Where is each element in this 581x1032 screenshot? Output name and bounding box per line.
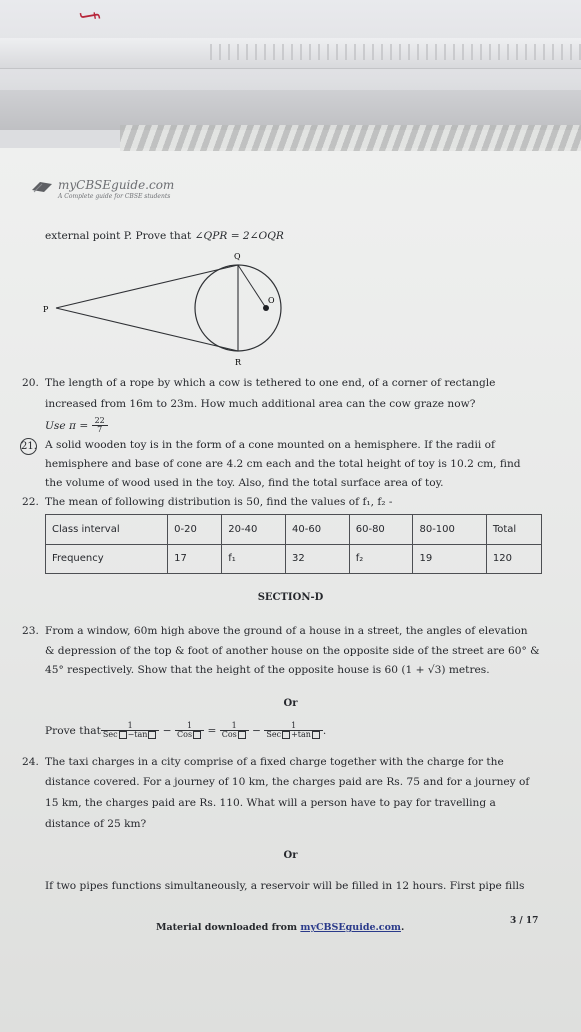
equals-sign: = bbox=[204, 724, 220, 737]
footer-source bbox=[156, 922, 404, 933]
table-cell: f₁ bbox=[222, 544, 286, 574]
footer-link[interactable]: myCBSEguide.com bbox=[300, 922, 401, 933]
fraction-4 bbox=[264, 722, 323, 740]
q21-line3: the volume of wood used in the toy. Also, find the total surface area of toy. bbox=[45, 477, 444, 489]
q20-number: 20. bbox=[22, 377, 39, 389]
q24-number: 24. bbox=[22, 756, 39, 768]
q21-number: 21. bbox=[20, 438, 37, 455]
table-cell: 60-80 bbox=[349, 515, 413, 545]
fraction-4-den-tan: +tan bbox=[291, 730, 311, 740]
footer-prefix: Material downloaded from bbox=[156, 922, 301, 933]
paper-edge-pattern bbox=[120, 125, 581, 151]
distribution-table bbox=[45, 514, 542, 574]
q21-line1: A solid wooden toy is in the form of a cone mounted on a hemisphere. If the radii of bbox=[45, 439, 495, 451]
fraction-1 bbox=[101, 722, 160, 740]
table-cell: 0-20 bbox=[168, 515, 222, 545]
fraction-2-den-cos: Cos bbox=[177, 730, 193, 740]
background-strip bbox=[0, 90, 581, 130]
fraction-3 bbox=[220, 722, 249, 740]
fraction-2 bbox=[175, 722, 204, 740]
minus-sign: − bbox=[159, 724, 176, 737]
q22-text: The mean of following distribution is 50, find the values of f₁, f₂ - bbox=[45, 496, 393, 508]
fraction-3-num: 1 bbox=[220, 722, 249, 731]
q20-line1: The length of a rope by which a cow is tethered to one end, of a corner of rectangle bbox=[45, 377, 496, 389]
prove-that-prefix: Prove that bbox=[45, 724, 101, 737]
q22-number: 22. bbox=[22, 496, 39, 508]
fraction-3-den-cos: Cos bbox=[221, 730, 237, 740]
q19-statement bbox=[45, 230, 284, 243]
q24-line2: distance covered. For a journey of 10 km, the charges paid are Rs. 75 and for a journey of bbox=[45, 776, 530, 788]
q19-text: external point P. Prove that bbox=[45, 230, 195, 242]
fraction-1-num: 1 bbox=[101, 722, 160, 731]
q23-number: 23. bbox=[22, 625, 39, 637]
fraction-1-den-sec: Sec bbox=[102, 730, 118, 740]
fraction-2-den bbox=[175, 731, 204, 739]
q20-use-pi-prefix: Use π = bbox=[45, 419, 92, 432]
q20-use-pi bbox=[45, 417, 108, 435]
pi-denominator: 7 bbox=[97, 425, 103, 435]
prove-that-identity bbox=[45, 722, 326, 740]
site-logo bbox=[30, 178, 174, 200]
background-binder-tabs bbox=[210, 44, 581, 60]
q23-line1: From a window, 60m high above the ground of a house in a street, the angles of elevation bbox=[45, 625, 528, 637]
theta-placeholder bbox=[238, 731, 246, 739]
fraction-4-den-sec: Sec bbox=[266, 730, 282, 740]
pi-fraction bbox=[92, 417, 108, 435]
theta-placeholder bbox=[148, 731, 156, 739]
table-cell: 20-40 bbox=[222, 515, 286, 545]
radius-oq bbox=[238, 265, 266, 308]
logo-tagline: A Complete guide for CBSE students bbox=[58, 193, 171, 200]
tangent-pq bbox=[56, 265, 238, 308]
table-cell: 17 bbox=[168, 544, 222, 574]
fraction-4-num: 1 bbox=[264, 722, 323, 731]
tangent-figure bbox=[30, 250, 320, 370]
q21-line2: hemisphere and base of cone are 4.2 cm each and the total height of toy is 10.2 cm, find bbox=[45, 458, 521, 470]
table-row bbox=[46, 515, 542, 545]
table-cell: 120 bbox=[486, 544, 541, 574]
pi-numerator: 22 bbox=[92, 417, 108, 426]
table-cell: f₂ bbox=[349, 544, 413, 574]
fraction-2-num: 1 bbox=[175, 722, 204, 731]
fraction-1-den-tan: −tan bbox=[127, 730, 148, 740]
theta-placeholder bbox=[119, 731, 127, 739]
table-cell: Total bbox=[486, 515, 541, 545]
q19-math: ∠QPR = 2∠OQR bbox=[194, 230, 284, 242]
page-number: 3 / 17 bbox=[510, 916, 539, 926]
theta-placeholder bbox=[193, 731, 201, 739]
q23-line2: & depression of the top & foot of another house on the opposite side of the street are 60° & bbox=[45, 645, 540, 657]
label-p: P bbox=[43, 305, 49, 314]
q23-line3: 45° respectively. Show that the height of the opposite house is 60 (1 + √3) metres. bbox=[45, 664, 490, 676]
table-row bbox=[46, 544, 542, 574]
logo-name: myCBSEguide.com bbox=[58, 178, 175, 192]
table-cell: 32 bbox=[286, 544, 350, 574]
fraction-1-den bbox=[101, 731, 160, 739]
tangent-pr bbox=[56, 308, 238, 351]
or-divider-2: Or bbox=[283, 850, 298, 861]
minus-sign: − bbox=[248, 724, 265, 737]
footer-suffix: . bbox=[400, 922, 405, 933]
section-d-heading: SECTION-D bbox=[257, 592, 324, 603]
q24-line3: 15 km, the charges paid are Rs. 110. What will a person have to pay for travelling a bbox=[45, 797, 496, 809]
q24-line1: The taxi charges in a city comprise of a fixed charge together with the charge for the bbox=[45, 756, 504, 768]
table-cell: 40-60 bbox=[286, 515, 350, 545]
table-cell: 19 bbox=[413, 544, 486, 574]
theta-placeholder bbox=[282, 731, 290, 739]
label-r: R bbox=[235, 358, 242, 367]
logo-book-icon bbox=[30, 178, 54, 194]
label-o: O bbox=[268, 296, 275, 305]
pipes-question-line: If two pipes functions simultaneously, a reservoir will be filled in 12 hours. First pipe fills bbox=[45, 880, 525, 892]
fraction-3-den bbox=[220, 731, 249, 739]
q20-line2: increased from 16m to 23m. How much additional area can the cow graze now? bbox=[45, 398, 476, 410]
theta-placeholder bbox=[312, 731, 320, 739]
q21-number-circled bbox=[20, 438, 37, 455]
red-pen-mark: ƒ bbox=[79, 10, 104, 22]
center-point-o bbox=[263, 305, 269, 311]
or-divider: Or bbox=[283, 698, 298, 709]
table-cell: Class interval bbox=[46, 515, 168, 545]
fraction-4-den bbox=[264, 731, 323, 739]
label-q: Q bbox=[234, 252, 241, 261]
table-cell: 80-100 bbox=[413, 515, 486, 545]
period: . bbox=[322, 724, 327, 737]
q24-line4: distance of 25 km? bbox=[45, 818, 147, 830]
table-cell: Frequency bbox=[46, 544, 168, 574]
